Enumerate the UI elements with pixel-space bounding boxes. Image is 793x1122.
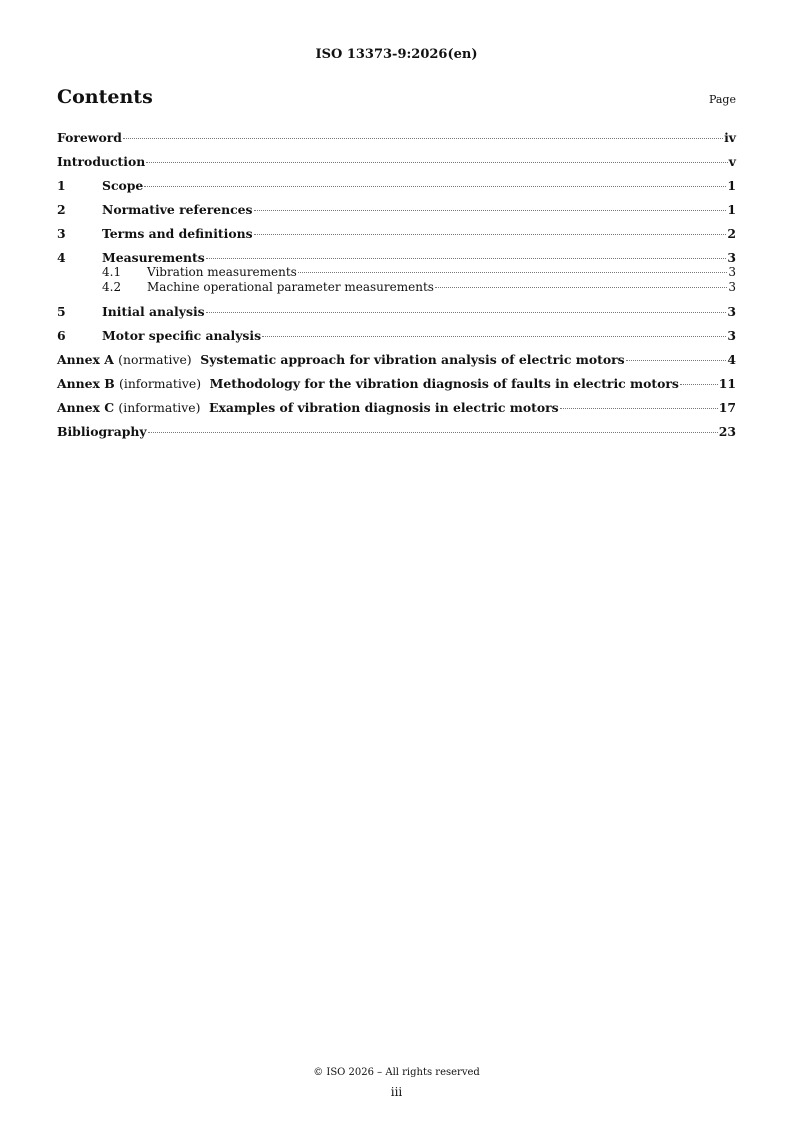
toc-entry-page: 23 — [718, 424, 736, 439]
toc-entry-title: Methodology for the vibration diagnosis of faults in electric motors — [209, 376, 679, 391]
toc-entry-title: Systematic approach for vibration analysis of electric motors — [200, 352, 625, 367]
toc-entry-title: Initial analysis — [102, 304, 205, 319]
toc-entry-title: Vibration measurements — [147, 265, 297, 279]
dot-leader — [148, 432, 718, 433]
toc-entry-measurements[interactable] — [57, 250, 736, 265]
toc-entry-page: 3 — [728, 265, 736, 279]
toc-entry-page: 17 — [718, 400, 736, 415]
dot-leader — [298, 272, 728, 273]
dot-leader — [123, 138, 723, 139]
toc-entry-annex-a[interactable] — [57, 352, 736, 367]
annex-label: Annex C — [57, 400, 115, 415]
toc-entry-page: 2 — [727, 226, 736, 241]
page-title: Contents — [57, 86, 153, 108]
toc-entry-number: 6 — [57, 328, 66, 343]
toc-entry-number: 3 — [57, 226, 66, 241]
toc-entry-number: 4.2 — [102, 280, 122, 294]
annex-type: (informative) — [118, 400, 201, 415]
dot-leader — [435, 287, 727, 288]
toc-entry-page: 11 — [718, 376, 736, 391]
toc-entry-normative-references[interactable] — [57, 202, 736, 217]
toc-entry-number: 2 — [57, 202, 66, 217]
dot-leader — [262, 336, 726, 337]
toc-entry-scope[interactable] — [57, 178, 736, 193]
toc-entry-page: 3 — [727, 328, 736, 343]
copyright-notice: © ISO 2026 – All rights reserved — [313, 1067, 480, 1078]
toc-entry-foreword[interactable] — [57, 130, 736, 145]
toc-entry-annex-c[interactable] — [57, 400, 736, 415]
dot-leader — [206, 312, 727, 313]
toc-entry-number: 4.1 — [102, 265, 122, 279]
toc-entry-title: Normative references — [102, 202, 253, 217]
dot-leader — [254, 234, 727, 235]
toc-entry-number: 4 — [57, 250, 66, 265]
toc-entry-title: Bibliography — [57, 424, 147, 439]
dot-leader — [680, 384, 718, 385]
toc-subentry-vibration-measurements[interactable] — [57, 265, 736, 280]
toc-entry-title: Foreword — [57, 130, 122, 145]
dot-leader — [144, 186, 726, 187]
toc-entry-page: v — [728, 154, 736, 169]
toc-entry-page: 3 — [727, 304, 736, 319]
toc-entry-initial-analysis[interactable] — [57, 304, 736, 319]
toc-entry-page: 1 — [727, 178, 736, 193]
dot-leader — [206, 258, 727, 259]
toc-entry-terms-and-definitions[interactable] — [57, 226, 736, 241]
toc-entry-title: Motor specific analysis — [102, 328, 262, 343]
toc-entry-page: iv — [724, 130, 736, 145]
toc-entry-number: 1 — [57, 178, 66, 193]
toc-entry-page: 3 — [728, 280, 736, 294]
toc-entry-number: 5 — [57, 304, 66, 319]
toc-entry-page: 3 — [727, 250, 736, 265]
dot-leader — [146, 162, 728, 163]
dot-leader — [560, 408, 718, 409]
toc-entry-page: 4 — [727, 352, 736, 367]
page-column-label: Page — [708, 93, 736, 106]
toc-entry-bibliography[interactable] — [57, 424, 736, 439]
page-number: iii — [390, 1085, 403, 1099]
toc-entry-title: Introduction — [57, 154, 146, 169]
toc-entry-title: Machine operational parameter measurements — [147, 280, 434, 294]
toc-entry-page: 1 — [727, 202, 736, 217]
annex-type: (normative) — [118, 352, 192, 367]
dot-leader — [626, 360, 727, 361]
toc-entry-title: Examples of vibration diagnosis in electric motors — [209, 400, 559, 415]
toc-entry-title: Measurements — [102, 250, 205, 265]
annex-label: Annex A — [57, 352, 114, 367]
dot-leader — [254, 210, 727, 211]
toc-entry-introduction[interactable] — [57, 154, 736, 169]
document-id: ISO 13373-9:2026(en) — [315, 47, 478, 62]
toc-entry-title: Terms and definitions — [102, 226, 253, 241]
annex-label: Annex B — [57, 376, 115, 391]
toc-entry-title: Scope — [102, 178, 144, 193]
toc-entry-annex-b[interactable] — [57, 376, 736, 391]
toc-entry-motor-specific-analysis[interactable] — [57, 328, 736, 343]
annex-type: (informative) — [119, 376, 202, 391]
table-of-contents — [57, 130, 736, 448]
toc-subentry-operational-parameter-measurements[interactable] — [57, 280, 736, 295]
